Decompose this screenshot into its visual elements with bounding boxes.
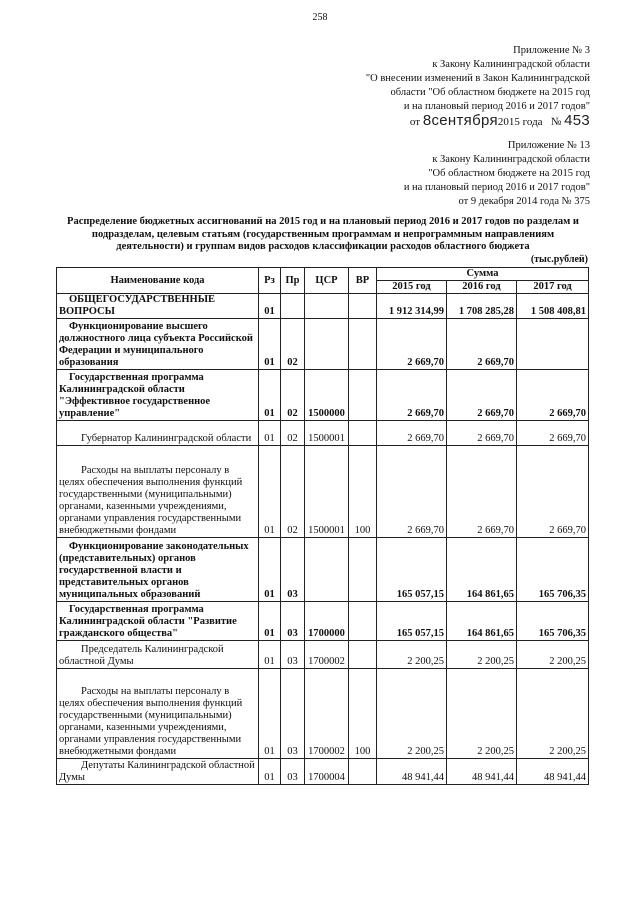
- budget-table: [56, 267, 589, 785]
- row-name: Государственная программа Калининградской области "Развитие гражданского общества": [57, 602, 259, 641]
- row-pr: 02: [281, 446, 305, 538]
- handwritten-number: 453: [564, 112, 590, 129]
- row-pr: 03: [281, 602, 305, 641]
- row-name: Государственная программа Калининградской области "Эффективное государственное управление": [57, 370, 259, 421]
- row-pr: 02: [281, 421, 305, 446]
- row-csr: 1500000: [305, 370, 349, 421]
- row-2016: 48 941,44: [447, 759, 517, 785]
- row-vr: [349, 602, 377, 641]
- row-name: Расходы на выплаты персоналу в целях обеспечения выполнения функций государственными (муниципальными) органами, казенными учреждениями, органами управления государственными внебюджетными фондами: [57, 669, 259, 759]
- row-csr: 1700002: [305, 669, 349, 759]
- row-name: Функционирование высшего должностного лица субъекта Российской Федерации и муниципального образования: [57, 319, 259, 370]
- row-name: Председатель Калининградской областной Думы: [57, 641, 259, 669]
- row-pr: 03: [281, 641, 305, 669]
- appendix-3-date-line: [366, 114, 590, 129]
- row-2015: 48 941,44: [377, 759, 447, 785]
- row-pr: 03: [281, 759, 305, 785]
- row-2016: 2 669,70: [447, 370, 517, 421]
- table-row: [57, 446, 589, 538]
- table-row: [57, 602, 589, 641]
- row-pr: 03: [281, 538, 305, 602]
- row-vr: 100: [349, 446, 377, 538]
- appendix-13-header: [404, 139, 590, 209]
- row-2017: 2 669,70: [517, 370, 589, 421]
- handwritten-date: 8сентября: [422, 112, 498, 129]
- header-pr: Пр: [281, 268, 305, 294]
- row-2017: 165 706,35: [517, 602, 589, 641]
- appendix-13-line1: Приложение № 13: [507, 140, 590, 151]
- row-2017: 2 669,70: [517, 421, 589, 446]
- title-line2: подразделам, целевым статьям (государственным программам и непрограммным направлениям: [91, 228, 555, 240]
- row-csr: [305, 294, 349, 319]
- row-2017: 2 200,25: [517, 641, 589, 669]
- row-rz: 01: [259, 759, 281, 785]
- row-2017: 48 941,44: [517, 759, 589, 785]
- row-2017: [517, 319, 589, 370]
- row-2016: 2 200,25: [447, 641, 517, 669]
- date-prefix: от: [409, 116, 421, 128]
- row-rz: 01: [259, 294, 281, 319]
- table-row: [57, 669, 589, 759]
- number-prefix: №: [550, 116, 562, 128]
- row-vr: [349, 294, 377, 319]
- row-csr: 1700004: [305, 759, 349, 785]
- row-name: Функционирование законодательных (представительных) органов государственной власти и представительных органов муниципальных образований: [57, 538, 259, 602]
- row-vr: [349, 319, 377, 370]
- document-title: [58, 216, 588, 254]
- header-2016: 2016 год: [447, 281, 517, 294]
- row-vr: [349, 641, 377, 669]
- row-2015: 165 057,15: [377, 538, 447, 602]
- row-2017: 165 706,35: [517, 538, 589, 602]
- row-2016: 2 200,25: [447, 669, 517, 759]
- row-rz: 01: [259, 641, 281, 669]
- header-2015: 2015 год: [377, 281, 447, 294]
- row-2017: 2 200,25: [517, 669, 589, 759]
- appendix-13-line3: "Об областном бюджете на 2015 год: [428, 168, 590, 179]
- row-2017: 1 508 408,81: [517, 294, 589, 319]
- row-2015: 2 200,25: [377, 641, 447, 669]
- row-2016: 164 861,65: [447, 538, 517, 602]
- row-csr: 1500001: [305, 446, 349, 538]
- row-csr: 1700002: [305, 641, 349, 669]
- row-2015: 2 669,70: [377, 421, 447, 446]
- row-2016: 1 708 285,28: [447, 294, 517, 319]
- row-name: Депутаты Калининградской областной Думы: [57, 759, 259, 785]
- row-pr: 02: [281, 319, 305, 370]
- table-row: [57, 641, 589, 669]
- appendix-13-line5: от 9 декабря 2014 года № 375: [458, 196, 590, 207]
- appendix-3-line3: "О внесении изменений в Закон Калининградской: [365, 73, 590, 84]
- row-2015: 2 669,70: [377, 319, 447, 370]
- row-2015: 165 057,15: [377, 602, 447, 641]
- row-2017: 2 669,70: [517, 446, 589, 538]
- row-2016: 2 669,70: [447, 319, 517, 370]
- table-row: [57, 421, 589, 446]
- row-rz: 01: [259, 669, 281, 759]
- row-2015: 2 669,70: [377, 370, 447, 421]
- row-csr: [305, 319, 349, 370]
- row-2015: 2 200,25: [377, 669, 447, 759]
- row-pr: 02: [281, 370, 305, 421]
- row-pr: 03: [281, 669, 305, 759]
- row-name: Губернатор Калининградской области: [57, 421, 259, 446]
- date-year: 2015 года: [497, 116, 543, 128]
- page-number: 258: [312, 12, 328, 23]
- row-pr: [281, 294, 305, 319]
- title-line3: деятельности) и группам видов расходов классификации расходов областного бюджета: [116, 241, 530, 252]
- header-csr: ЦСР: [305, 268, 349, 294]
- row-csr: 1700000: [305, 602, 349, 641]
- appendix-3-line5: и на плановый период 2016 и 2017 годов": [403, 101, 590, 112]
- row-name: ОБЩЕГОСУДАРСТВЕННЫЕ ВОПРОСЫ: [57, 294, 259, 319]
- appendix-3-line1: Приложение № 3: [513, 45, 590, 56]
- title-line1: Распределение бюджетных ассигнований на 2015 год и на плановый период 2016 и 2017 годов по разделам и: [67, 216, 579, 227]
- appendix-3-line2: к Закону Калининградской области: [432, 59, 590, 70]
- row-vr: [349, 370, 377, 421]
- header-rz: Рз: [259, 268, 281, 294]
- units-label: (тыс.рублей): [530, 254, 588, 265]
- row-2016: 2 669,70: [447, 446, 517, 538]
- table-row: [57, 759, 589, 785]
- row-name: Расходы на выплаты персоналу в целях обеспечения выполнения функций государственными (муниципальными) органами, казенными учреждениями, органами управления государственными внебюджетными фондами: [57, 446, 259, 538]
- row-vr: [349, 759, 377, 785]
- table-row: [57, 319, 589, 370]
- header-2017: 2017 год: [517, 281, 589, 294]
- row-2016: 2 669,70: [447, 421, 517, 446]
- row-rz: 01: [259, 538, 281, 602]
- row-2015: 2 669,70: [377, 446, 447, 538]
- row-rz: 01: [259, 602, 281, 641]
- row-vr: 100: [349, 669, 377, 759]
- appendix-13-line4: и на плановый период 2016 и 2017 годов": [403, 182, 590, 193]
- row-vr: [349, 538, 377, 602]
- row-csr: 1500001: [305, 421, 349, 446]
- row-2015: 1 912 314,99: [377, 294, 447, 319]
- header-vr: ВР: [349, 268, 377, 294]
- row-2016: 164 861,65: [447, 602, 517, 641]
- row-csr: [305, 538, 349, 602]
- row-rz: 01: [259, 421, 281, 446]
- appendix-3-line4: области "Об областном бюджете на 2015 год: [390, 87, 590, 98]
- row-rz: 01: [259, 370, 281, 421]
- table-row: [57, 370, 589, 421]
- appendix-13-line2: к Закону Калининградской области: [432, 154, 590, 165]
- table-row: [57, 294, 589, 319]
- row-rz: 01: [259, 446, 281, 538]
- header-name: Наименование кода: [57, 268, 259, 294]
- row-vr: [349, 421, 377, 446]
- header-sum: Сумма: [377, 268, 589, 281]
- table-row: [57, 538, 589, 602]
- appendix-3-header: [366, 44, 590, 129]
- row-rz: 01: [259, 319, 281, 370]
